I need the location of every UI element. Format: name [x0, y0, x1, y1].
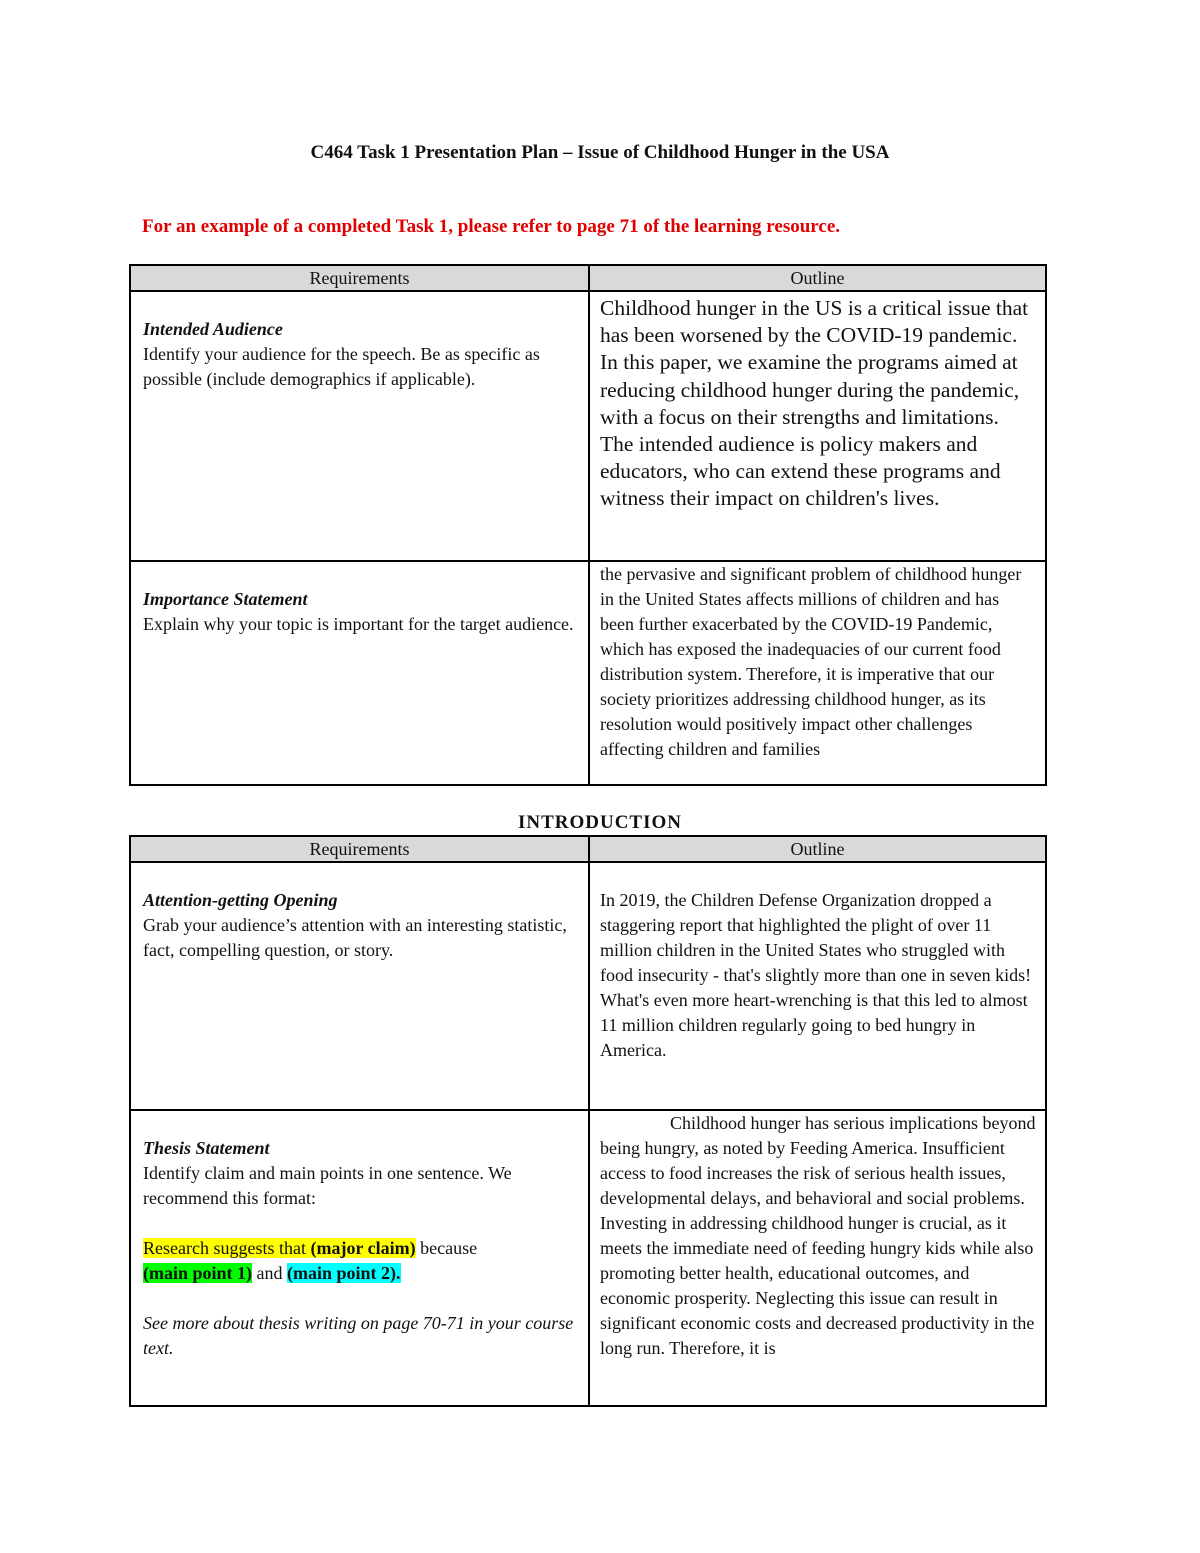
thesis-statement-instruction: Identify claim and main points in one sentence. We recommend this format:	[143, 1163, 512, 1208]
table-row	[130, 862, 1046, 1110]
requirements-header: Requirements	[130, 265, 589, 291]
format-research-suggests: Research suggests that	[143, 1238, 311, 1258]
plan-table	[129, 264, 1047, 786]
intended-audience-outline[interactable]	[589, 291, 1046, 561]
outline-text[interactable]: Childhood hunger in the US is a critical issue that has been worsened by the COVID-19 pandemic. In this paper, we examine the programs aimed at reducing childhood hunger during the pandemic, with a focus on their strengths and limitations. The intended audience is policy makers and educators, who can extend these programs and witness their impact on children's lives.	[600, 296, 1029, 511]
outline-header: Outline	[589, 836, 1046, 862]
format-main-point-2: (main point 2).	[287, 1263, 401, 1283]
table-row	[130, 561, 1046, 785]
intended-audience-label: Intended Audience	[143, 319, 283, 339]
importance-statement-outline[interactable]	[589, 561, 1046, 785]
attention-opening-instruction: Grab your audience’s attention with an interesting statistic, fact, compelling question, or story.	[143, 915, 567, 960]
importance-statement-instruction: Explain why your topic is important for the target audience.	[143, 614, 574, 634]
page-title: C464 Task 1 Presentation Plan – Issue of Childhood Hunger in the USA	[310, 142, 890, 163]
thesis-statement-outline[interactable]	[589, 1110, 1046, 1406]
outline-header: Outline	[589, 265, 1046, 291]
outline-text[interactable]: the pervasive and significant problem of childhood hunger in the United States affects millions of children and has been further exacerbated by the COVID-19 Pandemic, which has exposed the inadequacies of our current food distribution system. Therefore, it is imperative that our society prioritizes addressing childhood hunger, as its resolution would positively impact other challenges affecting children and families	[600, 564, 1022, 759]
format-because: because	[415, 1238, 478, 1258]
requirement-cell	[130, 561, 589, 785]
table-header-row	[130, 836, 1046, 862]
introduction-table	[129, 835, 1047, 1407]
intended-audience-instruction: Identify your audience for the speech. Be as specific as possible (include demographics if applicable).	[143, 344, 540, 389]
table-header-row	[130, 265, 1046, 291]
importance-statement-label: Importance Statement	[143, 589, 308, 609]
thesis-format	[143, 1236, 578, 1286]
table-row	[130, 291, 1046, 561]
attention-opening-label: Attention-getting Opening	[143, 890, 338, 910]
section-heading: INTRODUCTION	[517, 812, 683, 833]
format-and: and	[252, 1263, 288, 1283]
requirement-cell	[130, 1110, 589, 1406]
format-major-claim: (major claim)	[310, 1238, 416, 1258]
requirement-cell	[130, 862, 589, 1110]
example-notice: For an example of a completed Task 1, please refer to page 71 of the learning resource.	[142, 216, 840, 237]
requirements-header: Requirements	[130, 836, 589, 862]
table-row	[130, 1110, 1046, 1406]
attention-opening-outline[interactable]	[589, 862, 1046, 1110]
outline-text[interactable]: Childhood hunger has serious implications beyond being hungry, as noted by Feeding America. Insufficient access to food increases the risk of serious health issues, developmental delays, and behavioral and social problems. Investing in addressing childhood hunger is crucial, as it meets the immediate need of feeding hungry kids while also promoting better health, educational outcomes, and economic prosperity. Neglecting this issue can result in significant economic costs and decreased productivity in the long run. Therefore, it is	[600, 1113, 1036, 1358]
thesis-statement-label: Thesis Statement	[143, 1138, 270, 1158]
requirement-cell	[130, 291, 589, 561]
format-main-point-1: (main point 1)	[143, 1263, 253, 1283]
outline-text[interactable]: In 2019, the Children Defense Organization dropped a staggering report that highlighted the plight of over 11 million children in the United States who struggled with food insecurity - that's slightly more than one in seven kids! What's even more heart-wrenching is that this led to almost 11 million children regularly going to bed hungry in America.	[600, 890, 1032, 1060]
thesis-see-more: See more about thesis writing on page 70-71 in your course text.	[143, 1313, 574, 1358]
